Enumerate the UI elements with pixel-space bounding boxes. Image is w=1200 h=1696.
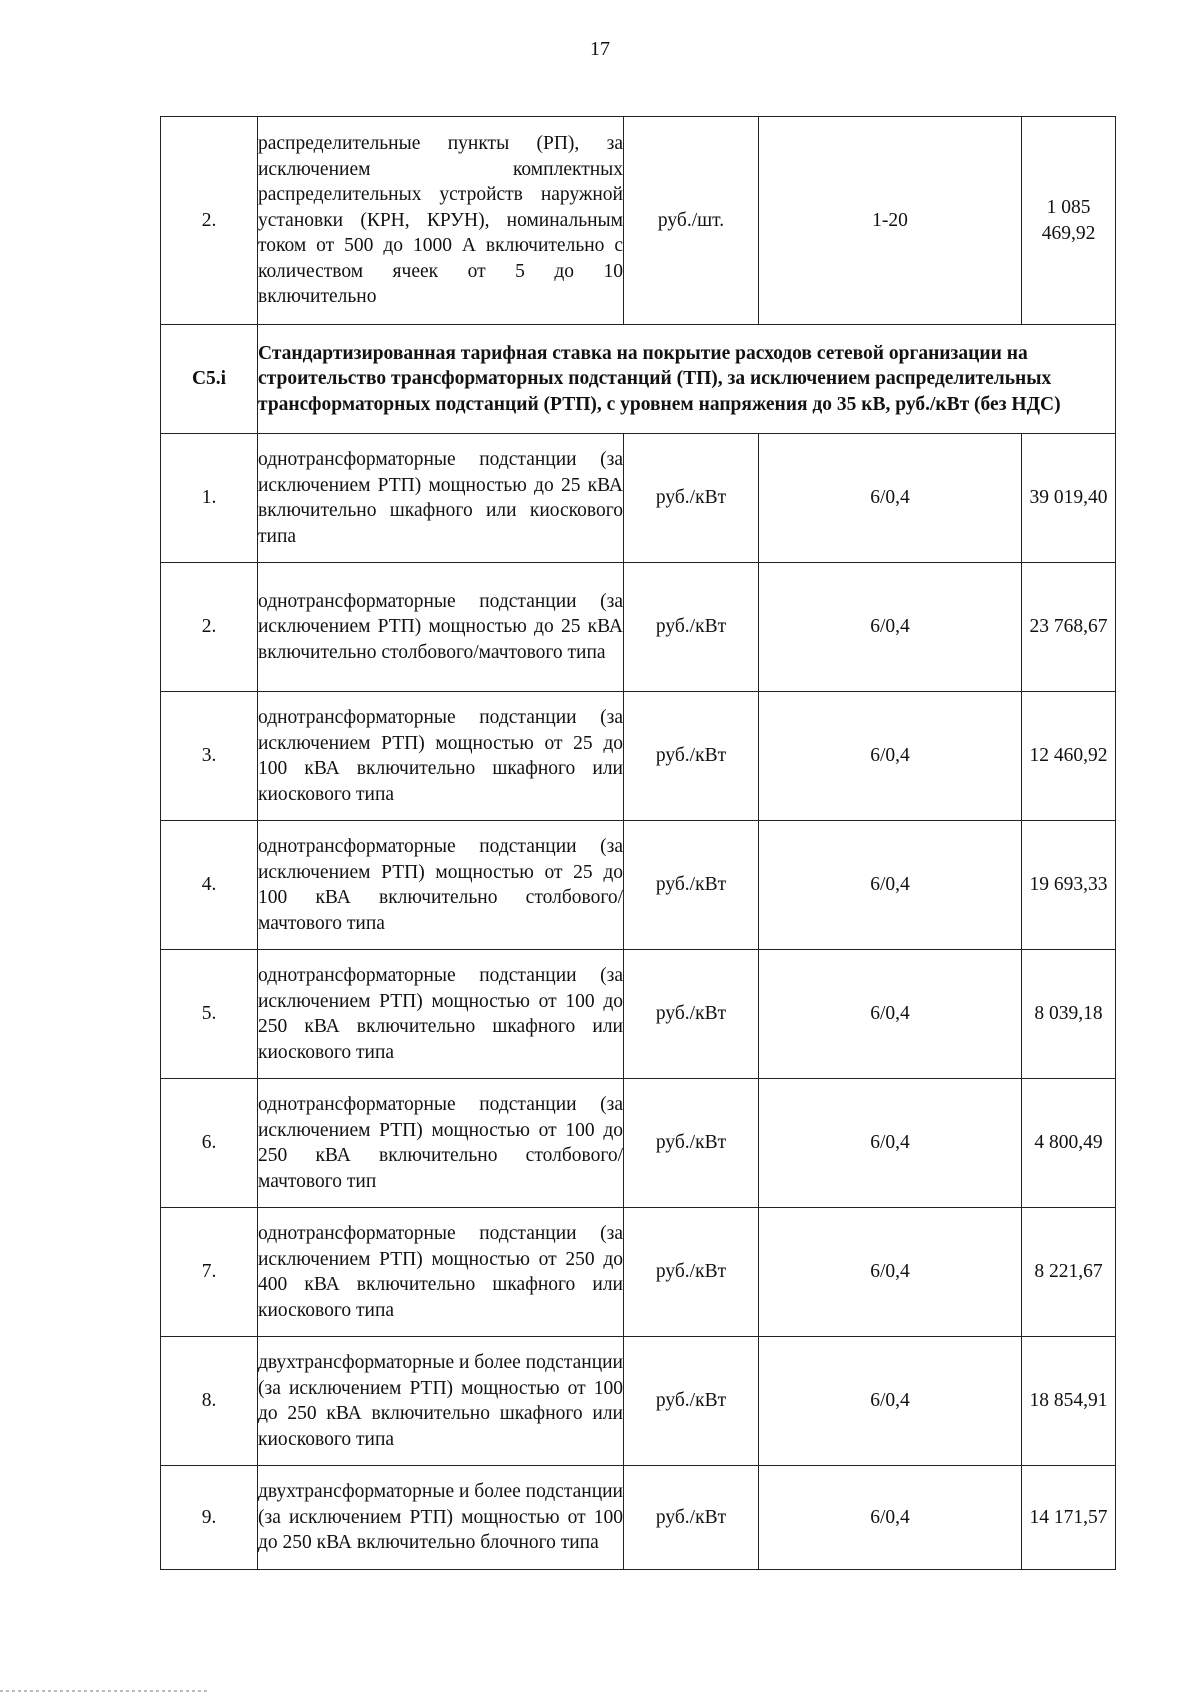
tariff-rows (161, 434, 1116, 1570)
row-voltage: 6/0,4 (759, 1337, 1022, 1466)
row-description: однотрансформаторные подстанции (за исключением РТП) мощностью до 25 кВА включительно столбового/мачтового типа (258, 563, 624, 692)
row-description: однотрансформаторные подстанции (за исключением РТП) мощностью от 25 до 100 кВА включительно столбового/мачтового типа (258, 821, 624, 950)
row-description: двухтрансформаторные и более подстанции (за исключением РТП) мощностью от 100 до 250 кВА включительно шкафного или киоскового типа (258, 1337, 624, 1466)
row-range: 1-20 (759, 117, 1022, 325)
row-rate: 14 171,57 (1022, 1466, 1116, 1570)
row-number: 3. (161, 692, 258, 821)
row-rate: 12 460,92 (1022, 692, 1116, 821)
row-voltage: 6/0,4 (759, 950, 1022, 1079)
row-description: распределительные пункты (РП), за исключением комплектных распределительных устройств наружной установки (КРН, КРУН), номинальным током от 500 до 1000 А включительно с количеством ячеек от 5 до 10 включительно (258, 117, 624, 325)
row-rate: 8 039,18 (1022, 950, 1116, 1079)
row-unit: руб./кВт (624, 434, 759, 563)
row-number: 8. (161, 1337, 258, 1466)
section-title: Стандартизированная тарифная ставка на покрытие расходов сетевой организации на строительство трансформаторных подстанций (ТП), за исключением распределительных трансформаторных подстанций (РТП), с уровнем напряжения до 35 кВ, руб./кВт (без НДС) (258, 325, 1116, 434)
row-number: 6. (161, 1079, 258, 1208)
section-header-row (161, 325, 1116, 434)
row-rate: 1 085 469,92 (1022, 117, 1116, 325)
table-row (161, 117, 1116, 325)
row-rate: 39 019,40 (1022, 434, 1116, 563)
row-unit: руб./кВт (624, 950, 759, 1079)
row-description: однотрансформаторные подстанции (за исключением РТП) мощностью до 25 кВА включительно шкафного или киоскового типа (258, 434, 624, 563)
row-number: 2. (161, 117, 258, 325)
row-voltage: 6/0,4 (759, 692, 1022, 821)
row-unit: руб./кВт (624, 692, 759, 821)
table-row (161, 563, 1116, 692)
row-rate: 4 800,49 (1022, 1079, 1116, 1208)
row-voltage: 6/0,4 (759, 1466, 1022, 1570)
row-voltage: 6/0,4 (759, 1079, 1022, 1208)
row-description: однотрансформаторные подстанции (за исключением РТП) мощностью от 250 до 400 кВА включительно шкафного или киоскового типа (258, 1208, 624, 1337)
row-unit: руб./кВт (624, 1208, 759, 1337)
row-unit: руб./кВт (624, 821, 759, 950)
row-description: однотрансформаторные подстанции (за исключением РТП) мощностью от 100 до 250 кВА включительно шкафного или киоскового типа (258, 950, 624, 1079)
row-unit: руб./кВт (624, 1466, 759, 1570)
row-unit: руб./шт. (624, 117, 759, 325)
row-unit: руб./кВт (624, 1079, 759, 1208)
row-description: однотрансформаторные подстанции (за исключением РТП) мощностью от 25 до 100 кВА включительно шкафного или киоскового типа (258, 692, 624, 821)
row-number: 5. (161, 950, 258, 1079)
table-row (161, 1208, 1116, 1337)
tariff-table (160, 116, 1116, 1570)
row-number: 9. (161, 1466, 258, 1570)
row-voltage: 6/0,4 (759, 1208, 1022, 1337)
tariff-table-body (161, 117, 1116, 434)
row-number: 7. (161, 1208, 258, 1337)
row-unit: руб./кВт (624, 563, 759, 692)
table-row (161, 1079, 1116, 1208)
table-row (161, 692, 1116, 821)
row-voltage: 6/0,4 (759, 434, 1022, 563)
row-number: 2. (161, 563, 258, 692)
scan-artifact (0, 1690, 210, 1692)
table-row (161, 1466, 1116, 1570)
row-rate: 19 693,33 (1022, 821, 1116, 950)
row-rate: 23 768,67 (1022, 563, 1116, 692)
table-row (161, 950, 1116, 1079)
row-voltage: 6/0,4 (759, 821, 1022, 950)
table-row (161, 1337, 1116, 1466)
row-voltage: 6/0,4 (759, 563, 1022, 692)
page-number: 17 (590, 38, 610, 60)
table-row (161, 821, 1116, 950)
row-rate: 18 854,91 (1022, 1337, 1116, 1466)
row-number: 4. (161, 821, 258, 950)
section-code: С5.i (161, 325, 258, 434)
row-number: 1. (161, 434, 258, 563)
row-rate: 8 221,67 (1022, 1208, 1116, 1337)
row-description: однотрансформаторные подстанции (за исключением РТП) мощностью от 100 до 250 кВА включительно столбового/мачтового тип (258, 1079, 624, 1208)
table-row (161, 434, 1116, 563)
row-unit: руб./кВт (624, 1337, 759, 1466)
row-description: двухтрансформаторные и более подстанции (за исключением РТП) мощностью от 100 до 250 кВА включительно блочного типа (258, 1466, 624, 1570)
